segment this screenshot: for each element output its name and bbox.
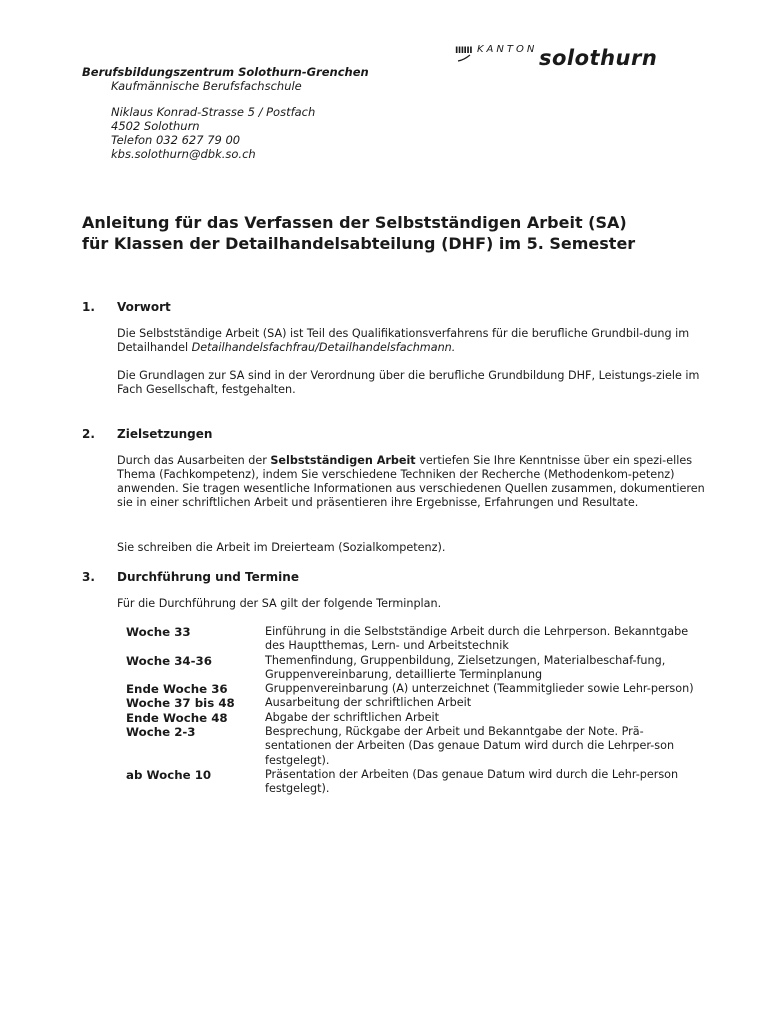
logo-swoosh-icon bbox=[457, 54, 471, 62]
section-1-heading: Vorwort bbox=[117, 300, 171, 314]
schedule-row bbox=[126, 696, 706, 710]
schedule-week: Woche 34-36 bbox=[126, 653, 212, 668]
section-2-number: 2. bbox=[82, 427, 95, 441]
sender-phone: Telefon 032 627 79 00 bbox=[111, 133, 241, 147]
schedule-week: Woche 37 bis 48 bbox=[126, 696, 235, 711]
schedule-description: Abgabe der schriftlichen Arbeit bbox=[265, 710, 440, 724]
schedule-row bbox=[126, 768, 706, 797]
schedule-week: Ende Woche 36 bbox=[126, 682, 228, 697]
schedule-week: Woche 2-3 bbox=[126, 725, 196, 740]
kanton-solothurn-logo bbox=[455, 42, 685, 72]
title-line-1: Anleitung für das Verfassen der Selbstständigen Arbeit (SA) bbox=[82, 213, 627, 232]
document-title bbox=[82, 212, 635, 254]
section-1-paragraph-2: Die Grundlagen zur SA sind in der Verordnung über die berufliche Grundbildung DHF, Leistungs-ziele im Fach Gesellschaft, festgehalten. bbox=[117, 369, 700, 396]
section-2-paragraph-1 bbox=[117, 454, 707, 510]
section-1-number: 1. bbox=[82, 300, 95, 314]
schedule-week: Woche 33 bbox=[126, 625, 191, 639]
section-1-p1-italic: Detailhandelsfachfrau/Detailhandelsfachmann. bbox=[191, 341, 456, 354]
section-1-paragraph-1 bbox=[117, 327, 707, 355]
sender-street: Niklaus Konrad-Strasse 5 / Postfach bbox=[111, 105, 316, 119]
logo-mark: IIIIII bbox=[455, 46, 473, 56]
section-1-p1-text: Die Selbstständige Arbeit (SA) ist Teil des Qualifikationsverfahrens für die berufliche Grundbil-dung im Detailhandel bbox=[117, 327, 690, 354]
schedule-week: ab Woche 10 bbox=[126, 767, 212, 782]
section-3-intro: Für die Durchführung der SA gilt der folgende Terminplan. bbox=[117, 597, 442, 610]
schedule-row bbox=[126, 654, 706, 683]
section-2-p1-after: vertiefen Sie Ihre Kenntnisse über ein spezi-elles Thema (Fachkompetenz), indem Sie verschiedene Techniken der Recherche (Methodenkom-petenz) anwenden. Sie tragen wesentliche Informationen aus verschiedenen Quellen zusammen, dokumentieren sie in einer schriftlichen Arbeit und präsentieren ihre Ergebnisse, Erfahrungen und Resultate. bbox=[117, 454, 705, 509]
logo-kanton-text: KANTON bbox=[477, 44, 538, 55]
schedule-row bbox=[126, 625, 706, 654]
sender-city: 4502 Solothurn bbox=[111, 119, 200, 133]
schedule-description: Präsentation der Arbeiten (Das genaue Datum wird durch die Lehr-person festgelegt). bbox=[265, 767, 679, 796]
section-3-heading: Durchführung und Termine bbox=[117, 570, 299, 584]
sender-organization: Berufsbildungszentrum Solothurn-Grenchen bbox=[82, 65, 369, 79]
schedule-row bbox=[126, 725, 706, 768]
title-line-2: für Klassen der Detailhandelsabteilung (DHF) im 5. Semester bbox=[82, 234, 636, 253]
schedule-description: Themenfindung, Gruppenbildung, Zielsetzungen, Materialbeschaf-fung, Gruppenvereinbarung, detaillierte Terminplanung bbox=[265, 653, 666, 681]
section-2-heading: Zielsetzungen bbox=[117, 427, 213, 441]
sender-department: Kaufmännische Berufsfachschule bbox=[111, 79, 302, 93]
sender-block bbox=[82, 65, 369, 161]
schedule-description: Ausarbeitung der schriftlichen Arbeit bbox=[265, 696, 472, 710]
logo-solothurn-text: solothurn bbox=[539, 46, 658, 70]
schedule-description: Gruppenvereinbarung (A) unterzeichnet (Teammitglieder sowie Lehr-person) bbox=[265, 682, 694, 696]
section-3-number: 3. bbox=[82, 570, 95, 584]
schedule-row bbox=[126, 711, 706, 725]
section-2-p1-before: Durch das Ausarbeiten der bbox=[117, 454, 271, 467]
section-2-p1-bold: Selbstständigen Arbeit bbox=[270, 454, 416, 467]
schedule-week: Ende Woche 48 bbox=[126, 710, 228, 725]
schedule-table bbox=[126, 625, 706, 797]
section-2-paragraph-2: Sie schreiben die Arbeit im Dreierteam (Sozialkompetenz). bbox=[117, 541, 446, 554]
sender-email: kbs.solothurn@dbk.so.ch bbox=[111, 147, 256, 161]
schedule-row bbox=[126, 682, 706, 696]
schedule-description: Besprechung, Rückgabe der Arbeit und Bekanntgabe der Note. Prä-sentationen der Arbeiten (Das genaue Datum wird durch die Lehrper-son festgelegt). bbox=[265, 725, 675, 767]
schedule-description: Einführung in die Selbstständige Arbeit durch die Lehrperson. Bekanntgabe des Hauptthemas, Lern- und Arbeitstechnik bbox=[265, 625, 689, 653]
